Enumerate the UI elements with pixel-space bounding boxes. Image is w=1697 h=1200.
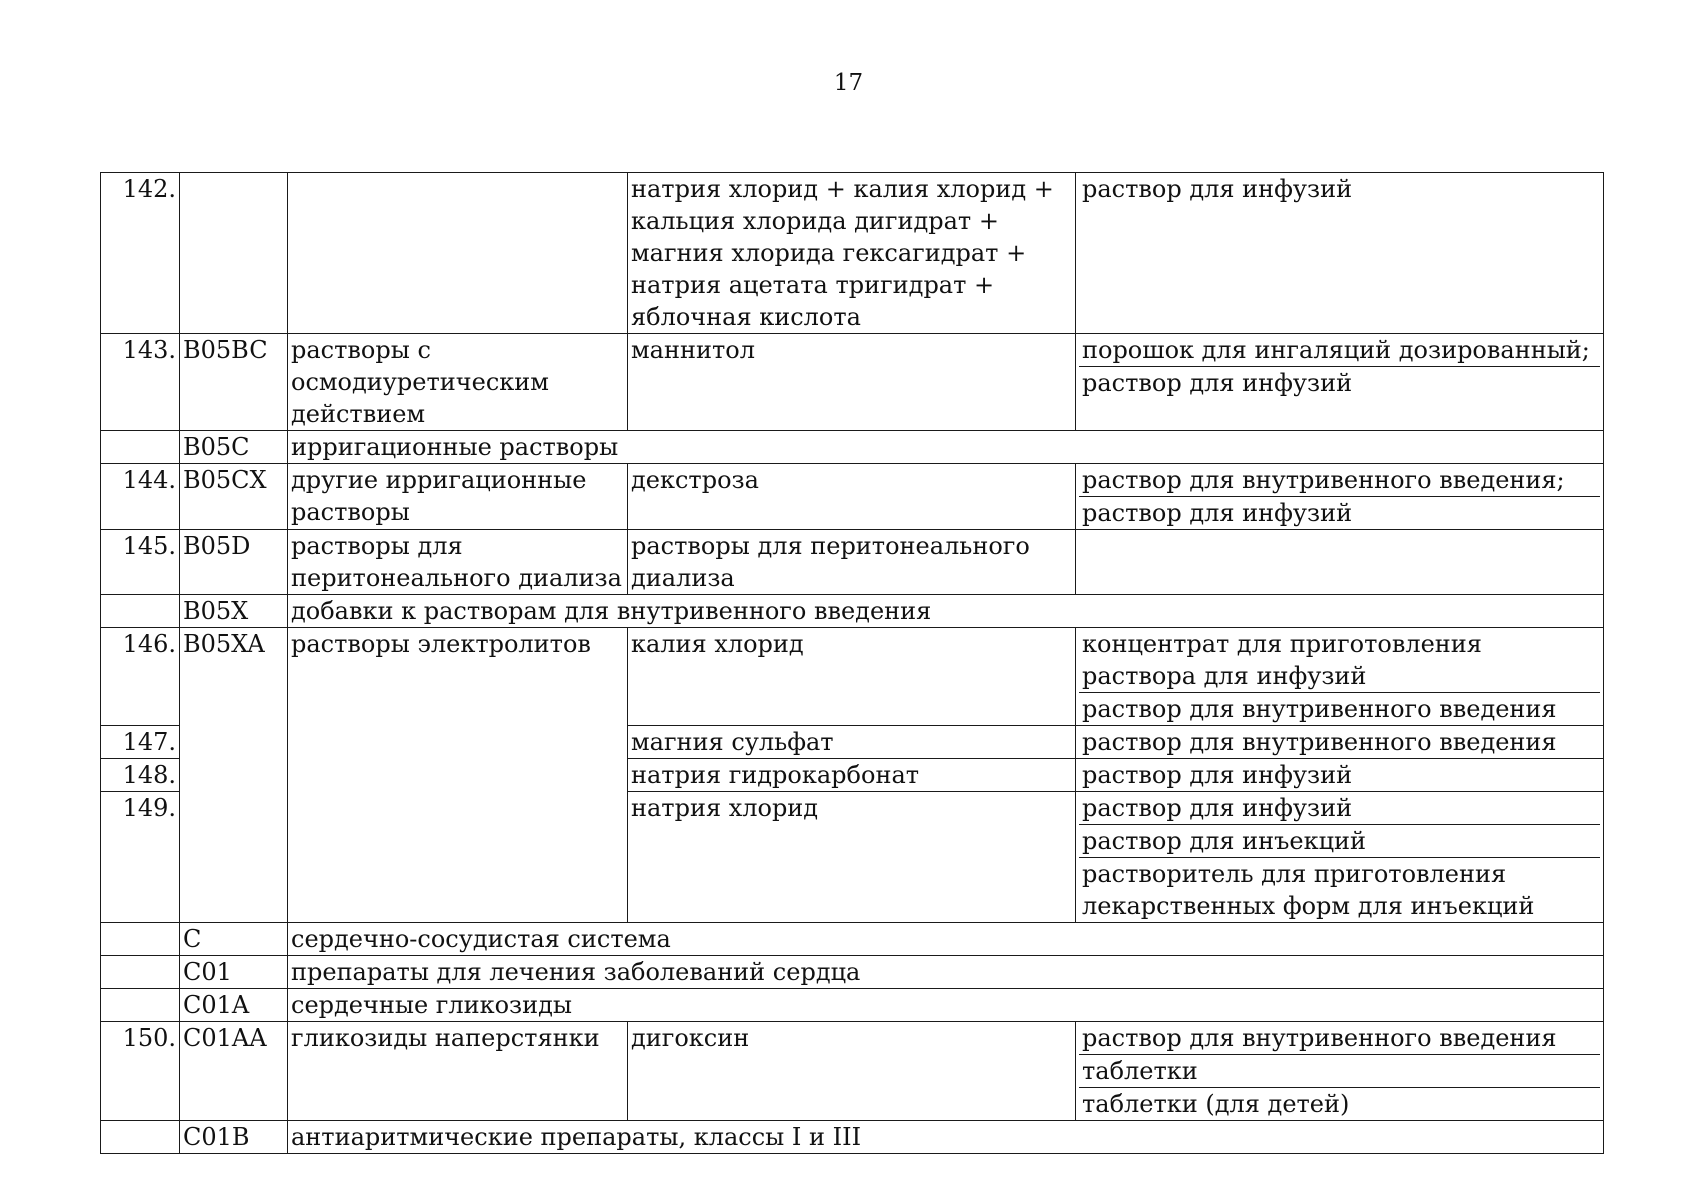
dosage-forms	[1076, 530, 1604, 595]
dosage-form: растворитель для приготовления лекарственных форм для инъекций	[1079, 857, 1600, 922]
atc-code: C01AA	[180, 1022, 288, 1121]
atc-code	[180, 173, 288, 334]
dosage-forms	[1076, 759, 1604, 792]
table-row	[101, 464, 1604, 530]
row-number	[101, 1121, 180, 1154]
table-row	[101, 595, 1604, 628]
drug-name: натрия гидрокарбонат	[628, 759, 1076, 792]
table-row	[101, 334, 1604, 431]
dosage-forms	[1076, 464, 1604, 530]
dosage-form: таблетки	[1079, 1054, 1600, 1087]
atc-code: B05XA	[180, 628, 288, 923]
row-number	[101, 956, 180, 989]
group-name: ирригационные растворы	[288, 431, 1604, 464]
group-name: сердечные гликозиды	[288, 989, 1604, 1022]
group-name: добавки к растворам для внутривенного введения	[288, 595, 1604, 628]
group-name	[288, 173, 628, 334]
row-number: 147.	[101, 726, 180, 759]
atc-code: C01A	[180, 989, 288, 1022]
drug-name: декстроза	[628, 464, 1076, 530]
dosage-forms	[1076, 1022, 1604, 1121]
dosage-forms	[1076, 726, 1604, 759]
group-name: сердечно-сосудистая система	[288, 923, 1604, 956]
table-row	[101, 1022, 1604, 1121]
row-number: 146.	[101, 628, 180, 726]
atc-code: B05D	[180, 530, 288, 595]
atc-code: C01B	[180, 1121, 288, 1154]
dosage-forms	[1076, 173, 1604, 334]
dosage-form: раствор для внутривенного введения	[1082, 1024, 1557, 1052]
table-row	[101, 1121, 1604, 1154]
group-name: другие ирригационные растворы	[288, 464, 628, 530]
drug-name: маннитол	[628, 334, 1076, 431]
table-row	[101, 989, 1604, 1022]
atc-code: B05X	[180, 595, 288, 628]
row-number: 143.	[101, 334, 180, 431]
table-row	[101, 431, 1604, 464]
atc-code: B05CX	[180, 464, 288, 530]
row-number: 150.	[101, 1022, 180, 1121]
table-row	[101, 628, 1604, 726]
drug-name: натрия хлорид + калия хлорид + кальция хлорида дигидрат + магния хлорида гексагидрат + натрия ацетата тригидрат + яблочная кислота	[628, 173, 1076, 334]
row-number: 149.	[101, 792, 180, 923]
dosage-form: концентрат для приготовления раствора для инфузий	[1082, 630, 1482, 690]
dosage-form: раствор для инфузий	[1082, 175, 1353, 203]
row-number: 145.	[101, 530, 180, 595]
drug-name: калия хлорид	[628, 628, 1076, 726]
drug-name: магния сульфат	[628, 726, 1076, 759]
dosage-form: раствор для внутривенного введения	[1082, 728, 1557, 756]
row-number: 142.	[101, 173, 180, 334]
dosage-form: раствор для инфузий	[1079, 496, 1600, 529]
dosage-form: раствор для инфузий	[1079, 366, 1600, 399]
table-row	[101, 923, 1604, 956]
group-name: растворы электролитов	[288, 628, 628, 923]
row-number	[101, 431, 180, 464]
row-number	[101, 989, 180, 1022]
row-number	[101, 923, 180, 956]
drug-list-table	[100, 172, 1604, 1154]
drug-name: растворы для перитонеального диализа	[628, 530, 1076, 595]
dosage-forms	[1076, 792, 1604, 923]
group-name: растворы для перитонеального диализа	[288, 530, 628, 595]
dosage-forms	[1076, 628, 1604, 726]
group-name: антиаритмические препараты, классы I и III	[288, 1121, 1604, 1154]
atc-code: C01	[180, 956, 288, 989]
dosage-form: раствор для внутривенного введения	[1079, 692, 1600, 725]
group-name: препараты для лечения заболеваний сердца	[288, 956, 1604, 989]
drug-name: натрия хлорид	[628, 792, 1076, 923]
table-row	[101, 530, 1604, 595]
table-row	[101, 173, 1604, 334]
atc-code: C	[180, 923, 288, 956]
dosage-form: раствор для внутривенного введения;	[1082, 466, 1565, 494]
atc-code: B05C	[180, 431, 288, 464]
table-row	[101, 956, 1604, 989]
dosage-form: таблетки (для детей)	[1079, 1087, 1600, 1120]
group-name: растворы с осмодиуретическим действием	[288, 334, 628, 431]
dosage-form: раствор для инфузий	[1082, 761, 1353, 789]
dosage-forms	[1076, 334, 1604, 431]
row-number	[101, 595, 180, 628]
drug-name: дигоксин	[628, 1022, 1076, 1121]
row-number: 148.	[101, 759, 180, 792]
dosage-form: раствор для инфузий	[1082, 794, 1353, 822]
dosage-form: раствор для инъекций	[1079, 824, 1600, 857]
group-name: гликозиды наперстянки	[288, 1022, 628, 1121]
page-number: 17	[833, 70, 864, 96]
atc-code: B05BC	[180, 334, 288, 431]
dosage-form: порошок для ингаляций дозированный;	[1082, 336, 1590, 364]
row-number: 144.	[101, 464, 180, 530]
